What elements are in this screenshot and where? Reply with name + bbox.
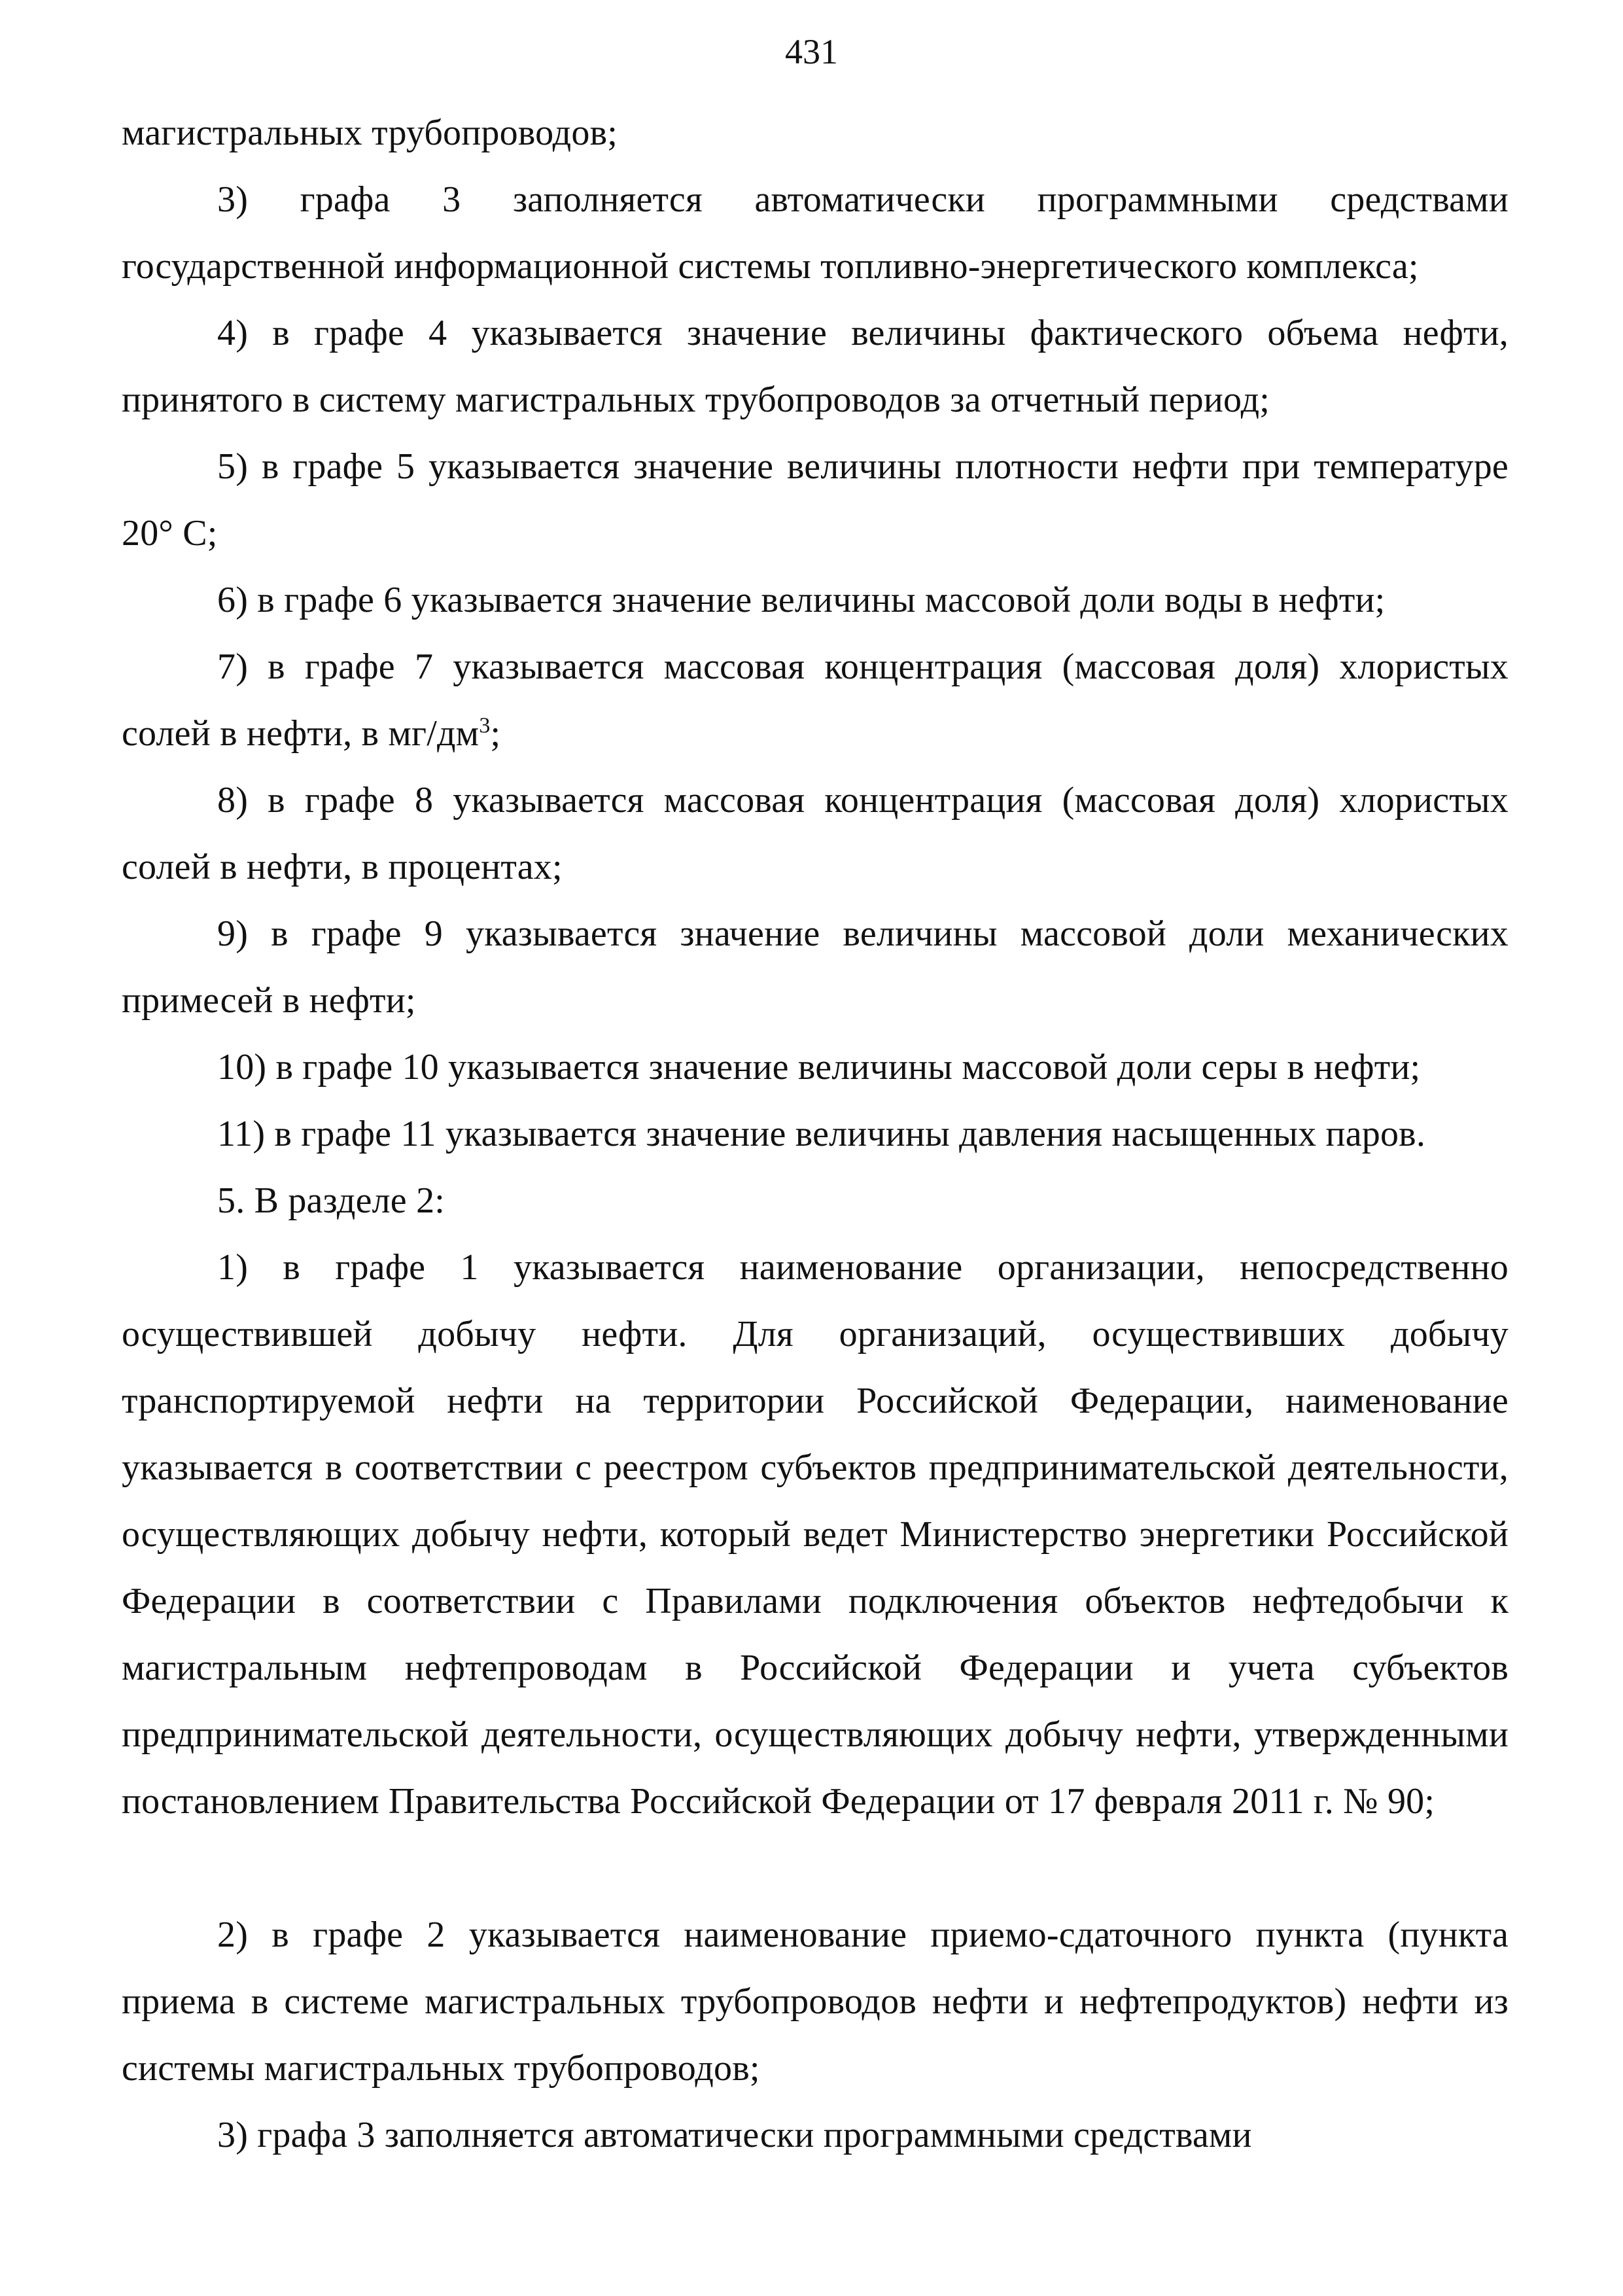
paragraph-item-4: 4) в графе 4 указывается значение величины фактического объема нефти, принятого в систему магистральных трубопроводов за отчетный период;	[122, 313, 1509, 420]
page-number: 431	[785, 32, 838, 71]
superscript-cubic: 3	[479, 713, 491, 738]
paragraph-item-10: 10) в графе 10 указывается значение величины массовой доли серы в нефти;	[217, 1047, 1421, 1087]
paragraph-item-6: 6) в графе 6 указывается значение величины массовой доли воды в нефти;	[217, 580, 1386, 620]
paragraph-item-7-end: ;	[490, 713, 501, 754]
paragraph-section2-item-1: 1) в графе 1 указывается наименование организации, непосредственно осуществившей добычу нефти. Для организаций, осуществивших добычу транспортируемой нефти на территории Российской Федерации, наименование указывается в соответствии с реестром субъектов предпринимательской деятельности, осуществляющих добычу нефти, который ведет Министерство энергетики Российской Федерации в соответствии с Правилами подключения объектов нефтедобычи к магистральным нефтепроводам в Российской Федерации и учета субъектов предпринимательской деятельности, осуществляющих добычу нефти, утвержденными постановлением Правительства Российской Федерации от 17 февраля 2011 г. № 90;	[122, 1247, 1509, 1822]
paragraph-item-3: 3) графа 3 заполняется автоматически программными средствами государственной информационной системы топливно-энергетического комплекса;	[122, 179, 1509, 287]
paragraph-item-7-text: 7) в графе 7 указывается массовая концентрация (массовая доля) хлористых солей в нефти, в мг/дм	[122, 646, 1509, 754]
document-body	[122, 99, 1509, 2168]
paragraph-continuation: магистральных трубопроводов;	[122, 113, 618, 153]
paragraph-item-11: 11) в графе 11 указывается значение величины давления насыщенных паров.	[217, 1114, 1426, 1154]
paragraph-section2-item-3: 3) графа 3 заполняется автоматически программными средствами	[217, 2115, 1252, 2155]
paragraph-item-8: 8) в графе 8 указывается массовая концентрация (массовая доля) хлористых солей в нефти, в процентах;	[122, 780, 1509, 887]
paragraph-section2-item-2: 2) в графе 2 указывается наименование приемо-сдаточного пункта (пункта приема в системе магистральных трубопроводов нефти и нефтепродуктов) нефти из системы магистральных трубопроводов;	[122, 1915, 1509, 2089]
paragraph-item-5: 5) в графе 5 указывается значение величины плотности нефти при температуре 20° С;	[122, 446, 1509, 554]
section-heading: 5. В разделе 2:	[217, 1180, 445, 1221]
paragraph-item-7	[122, 633, 1509, 767]
paragraph-item-9: 9) в графе 9 указывается значение величины массовой доли механических примесей в нефти;	[122, 913, 1509, 1021]
